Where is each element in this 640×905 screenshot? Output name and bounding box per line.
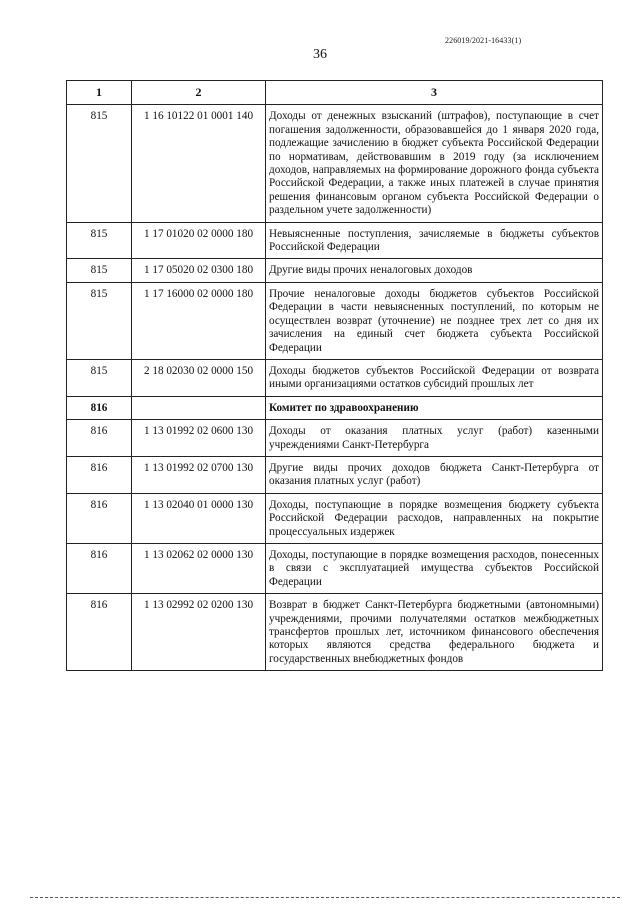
description-cell: Доходы от оказания платных услуг (работ) казенными учреждениями Санкт-Петербурга: [266, 420, 603, 457]
admin-code-cell: 816: [67, 456, 132, 493]
table-row: [67, 359, 603, 396]
description-cell: Возврат в бюджет Санкт-Петербурга бюджетными (автономными) учреждениями, прочими получателями остатков межбюджетных трансфертов прошлых лет, источником финансового обеспечения которых являются средства федерального бюджета и государственных внебюджетных фондов: [266, 594, 603, 671]
description-cell: Доходы, поступающие в порядке возмещения расходов, понесенных в связи с эксплуатацией имущества субъектов Российской Федерации: [266, 543, 603, 593]
admin-code-cell: 815: [67, 105, 132, 222]
bottom-scan-edge: [30, 897, 620, 898]
table-body: [67, 105, 603, 671]
table-row: [67, 543, 603, 593]
admin-code-cell: 816: [67, 493, 132, 543]
revenue-codes-table: [66, 80, 603, 671]
description-cell: Доходы, поступающие в порядке возмещения бюджету субъекта Российской Федерации расходов, направленных на покрытие процессуальных издержек: [266, 493, 603, 543]
admin-code-cell: 815: [67, 359, 132, 396]
admin-code-cell: 815: [67, 282, 132, 359]
table-row: [67, 493, 603, 543]
description-cell: Доходы бюджетов субъектов Российской Федерации от возврата иными организациями остатков субсидий прошлых лет: [266, 359, 603, 396]
table-header-row: [67, 81, 603, 105]
budget-code-cell: 1 16 10122 01 0001 140: [132, 105, 266, 222]
table-row: [67, 282, 603, 359]
admin-code-cell: 816: [67, 543, 132, 593]
description-cell: Невыясненные поступления, зачисляемые в бюджеты субъектов Российской Федерации: [266, 222, 603, 259]
table-row: [67, 222, 603, 259]
document-id: 226019/2021-16433(1): [445, 36, 522, 45]
budget-code-cell: 1 13 02040 01 0000 130: [132, 493, 266, 543]
table-row: [67, 456, 603, 493]
description-cell: Доходы от денежных взысканий (штрафов), поступающие в счет погашения задолженности, образовавшейся до 1 января 2020 года, подлежащие зачислению в бюджет субъекта Российской Федерации по нормативам, действовавшим в 2019 году (за исключением доходов, направляемых на формирование дорожного фонда субъекта Российской Федерации, а также иных платежей в случае принятия решения финансовым органом субъекта Российской Федерации о раздельном учете задолженности): [266, 105, 603, 222]
budget-code-cell: 1 13 01992 02 0600 130: [132, 420, 266, 457]
admin-code-cell: 816: [67, 420, 132, 457]
budget-code-cell: 1 13 02992 02 0200 130: [132, 594, 266, 671]
description-cell: Комитет по здравоохранению: [266, 396, 603, 419]
budget-code-cell: 1 17 01020 02 0000 180: [132, 222, 266, 259]
admin-code-cell: 816: [67, 594, 132, 671]
budget-code-cell: 1 13 01992 02 0700 130: [132, 456, 266, 493]
table-row: [67, 420, 603, 457]
budget-code-cell: 1 13 02062 02 0000 130: [132, 543, 266, 593]
admin-code-cell: 816: [67, 396, 132, 419]
page-number: 36: [313, 47, 327, 62]
table-row: [67, 259, 603, 282]
column-header-2: 2: [132, 81, 266, 105]
table-row: [67, 105, 603, 222]
column-header-3: 3: [266, 81, 603, 105]
description-cell: Другие виды прочих неналоговых доходов: [266, 259, 603, 282]
table-row: [67, 594, 603, 671]
description-cell: Другие виды прочих доходов бюджета Санкт-Петербурга от оказания платных услуг (работ): [266, 456, 603, 493]
column-header-1: 1: [67, 81, 132, 105]
budget-code-cell: 1 17 16000 02 0000 180: [132, 282, 266, 359]
admin-code-cell: 815: [67, 259, 132, 282]
table-section-row: [67, 396, 603, 419]
budget-code-cell: 2 18 02030 02 0000 150: [132, 359, 266, 396]
budget-code-cell: [132, 396, 266, 419]
budget-code-cell: 1 17 05020 02 0300 180: [132, 259, 266, 282]
admin-code-cell: 815: [67, 222, 132, 259]
description-cell: Прочие неналоговые доходы бюджетов субъектов Российской Федерации в части невыясненных поступлений, по которым не осуществлен возврат (уточнение) не позднее трех лет со дня их зачисления на единый счет бюджета субъекта Российской Федерации: [266, 282, 603, 359]
